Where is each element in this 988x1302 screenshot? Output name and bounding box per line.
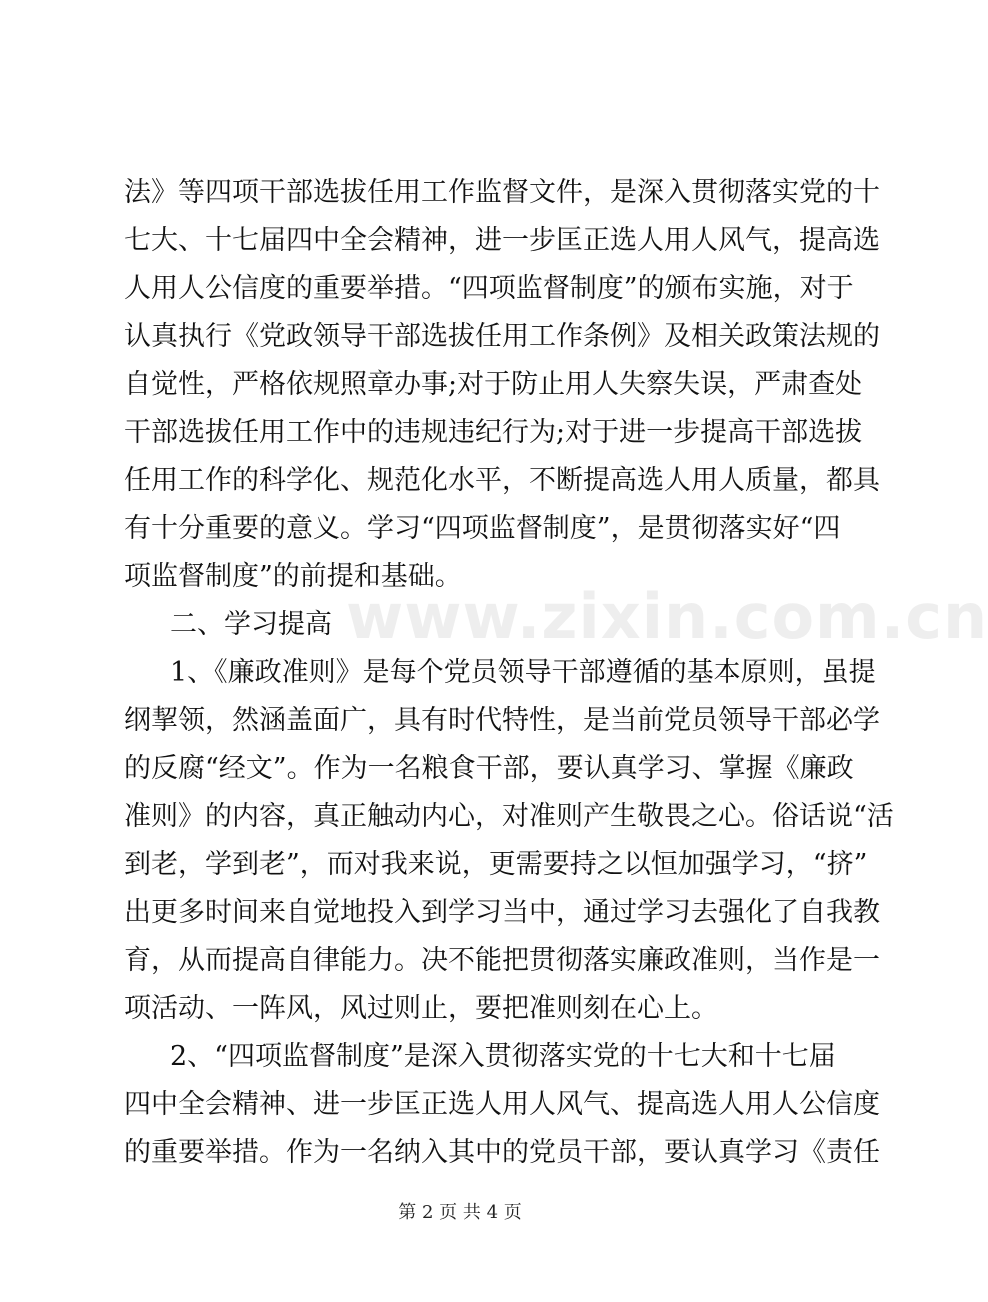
text-line: 项活动、一阵风，风过则止，要把准则刻在心上。 (124, 993, 718, 1024)
text-line: 出更多时间来自觉地投入到学习当中，通过学习去强化了自我教 (124, 897, 880, 928)
text-line: 任用工作的科学化、规范化水平，不断提高选人用人质量，都具 (124, 465, 880, 496)
text-line: 的反腐“经文”。作为一名粮食干部，要认真学习、掌握《廉政 (124, 753, 854, 784)
text-line: 准则》的内容，真正触动内心，对准则产生敬畏之心。俗话说“活 (124, 801, 894, 832)
text-line: 育，从而提高自律能力。决不能把贯彻落实廉政准则，当作是一 (124, 945, 880, 976)
section-heading: 二、学习提高 (170, 609, 332, 640)
watermark: www.zixin.com.cn (346, 580, 988, 653)
text-line: 认真执行《党政领导干部选拔任用工作条例》及相关政策法规的 (124, 321, 880, 352)
text-line: 1、《廉政准则》是每个党员领导干部遵循的基本原则，虽提 (170, 657, 876, 688)
text-line: 法》等四项干部选拔任用工作监督文件，是深入贯彻落实党的十 (124, 177, 880, 208)
text-line: 到老，学到老”，而对我来说，更需要持之以恒加强学习，“挤” (124, 849, 868, 880)
page-footer: 第 2 页 共 4 页 (398, 1202, 522, 1223)
text-line: 人用人公信度的重要举措。“四项监督制度”的颁布实施，对于 (124, 273, 854, 304)
text-line: 干部选拔任用工作中的违规违纪行为;对于进一步提高干部选拔 (124, 417, 863, 448)
text-line: 七大、十七届四中全会精神，进一步匡正选人用人风气，提高选 (124, 225, 880, 256)
text-line: 2、“四项监督制度”是深入贯彻落实党的十七大和十七届 (170, 1041, 836, 1072)
text-line: 纲挈领，然涵盖面广，具有时代特性，是当前党员领导干部必学 (124, 705, 880, 736)
text-line: 项监督制度”的前提和基础。 (124, 561, 462, 592)
text-line: 自觉性，严格依规照章办事;对于防止用人失察失误，严肃查处 (124, 369, 863, 400)
text-line: 有十分重要的意义。学习“四项监督制度”，是贯彻落实好“四 (124, 513, 841, 544)
text-line: 的重要举措。作为一名纳入其中的党员干部，要认真学习《责任 (124, 1137, 880, 1168)
text-line: 四中全会精神、进一步匡正选人用人风气、提高选人用人公信度 (124, 1089, 880, 1120)
